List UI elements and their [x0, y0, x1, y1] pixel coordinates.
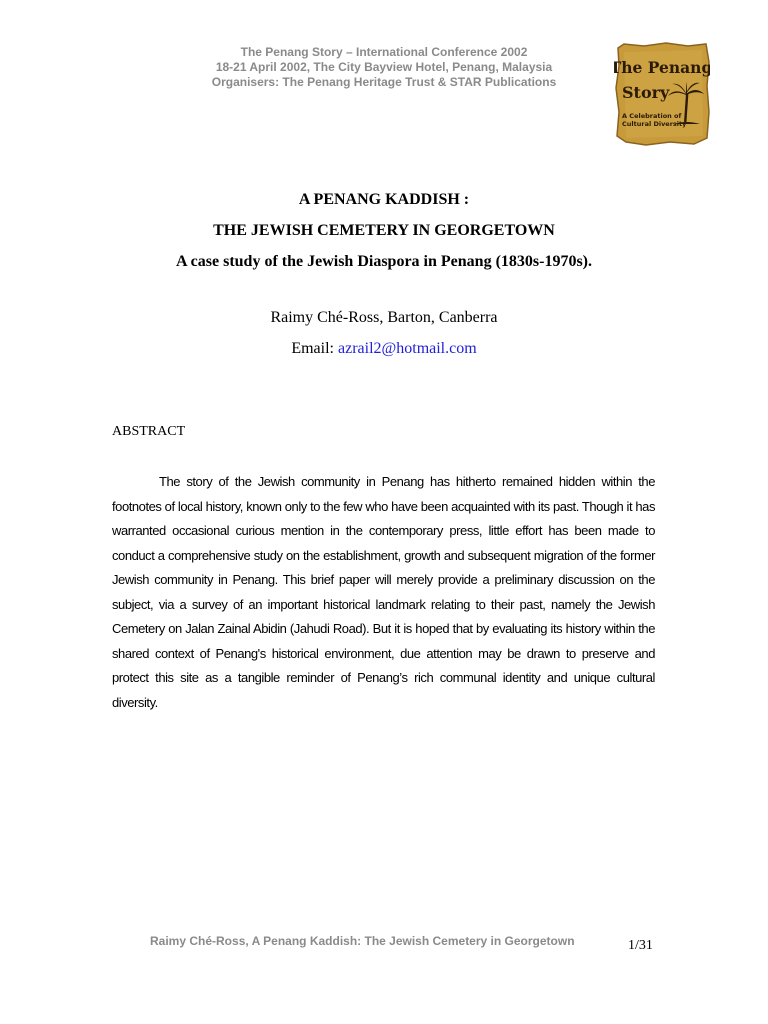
- logo-word-1: The Penang: [614, 58, 710, 77]
- penang-story-logo: [614, 42, 710, 146]
- email-row: [0, 339, 768, 359]
- logo-tagline-2: Cultural Diversity: [622, 120, 687, 128]
- email-label: Email:: [291, 340, 334, 357]
- logo-tagline-1: A Celebration of: [622, 112, 682, 120]
- abstract-body: [112, 470, 655, 715]
- logo-word-2: Story: [622, 83, 670, 102]
- title-line-3: A case study of the Jewish Diaspora in Penang (1830s-1970s).: [175, 253, 592, 270]
- page-number: 1/31: [628, 938, 653, 953]
- conference-header: [160, 45, 608, 90]
- abstract-heading: ABSTRACT: [112, 424, 186, 439]
- author-line: Raimy Ché-Ross, Barton, Canberra: [270, 309, 498, 326]
- header-line-2: 18-21 April 2002, The City Bayview Hotel, Penang, Malaysia: [215, 60, 553, 74]
- title-block: [0, 184, 768, 277]
- email-link[interactable]: azrail2@hotmail.com: [337, 340, 477, 357]
- header-line-3: Organisers: The Penang Heritage Trust & STAR Publications: [211, 75, 557, 89]
- title-line-1: A PENANG KADDISH :: [298, 191, 470, 208]
- abstract-paragraph: The story of the Jewish community in Penang has hitherto remained hidden within the footnotes of local history, known only to the few who have been acquainted with its past. Though it has warranted occasional curious mention in the contemporary press, little effort has been made to conduct a comprehensive study on the establishment, growth and subsequent migration of the former Jewish community in Penang. This brief paper will merely provide a preliminary discussion on the subject, via a survey of an important historical landmark relating to their past, namely the Jewish Cemetery on Jalan Zainal Abidin (Jahudi Road). But it is hoped that by evaluating its history within the shared context of Penang's historical environment, due attention may be drawn to preserve and protect this site as a tangible reminder of Penang’s rich communal identity and unique cultural diversity.: [112, 474, 655, 710]
- footer-citation: Raimy Ché-Ross, A Penang Kaddish: The Jewish Cemetery in Georgetown: [150, 934, 575, 948]
- header-line-1: The Penang Story – International Conference 2002: [240, 45, 528, 59]
- title-line-2: THE JEWISH CEMETERY IN GEORGETOWN: [213, 222, 555, 239]
